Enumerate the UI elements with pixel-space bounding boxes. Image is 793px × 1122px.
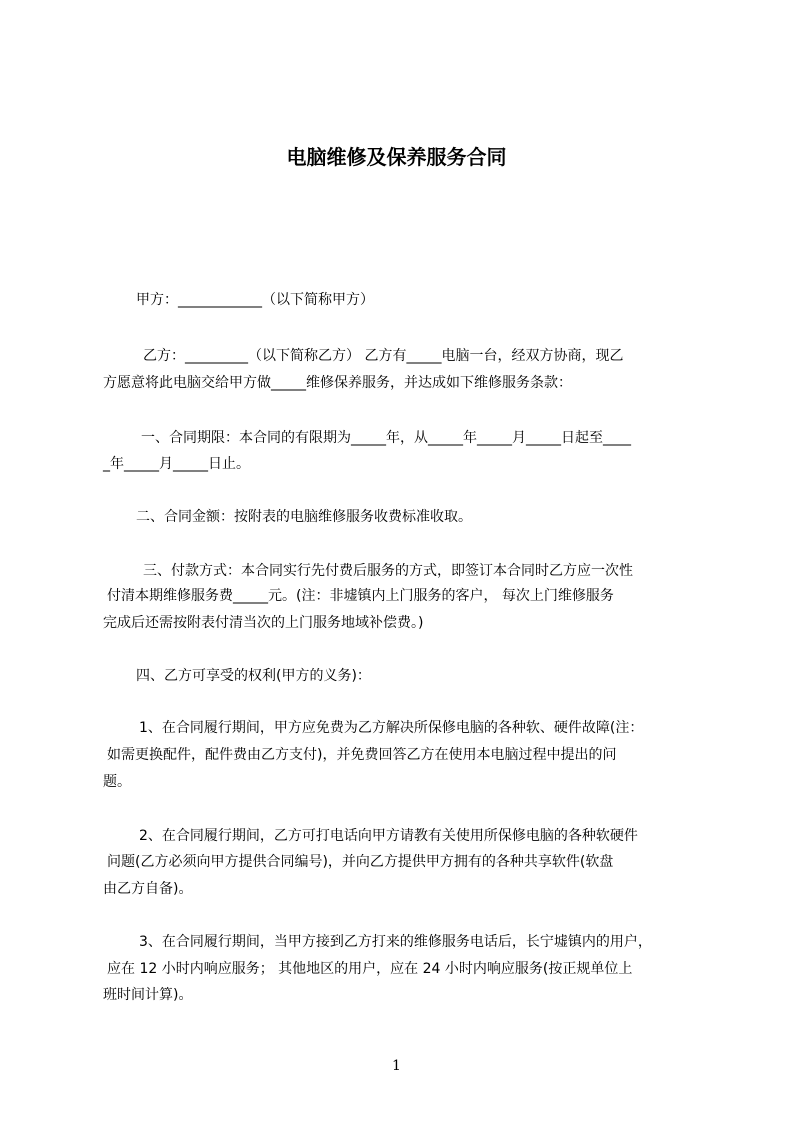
rights-item2-line-2: 问题(乙方必须向甲方提供合同编号)，并向乙方提供甲方拥有的各种共享软件(软盘 — [107, 854, 614, 870]
rights-item1-line-3: 题。 — [103, 774, 131, 790]
amount-line: 二、合同金额：按附表的电脑维修服务收费标准收取。 — [136, 509, 472, 525]
rights-item3-line-2: 应在 12 小时内响应服务； 其他地区的用户，应在 24 小时内响应服务(按正规单位上 — [107, 961, 633, 977]
rights-heading: 四、乙方可享受的权利(甲方的义务)： — [136, 668, 371, 684]
payment-line-1: 三、付款方式：本合同实行先付费后服务的方式，即签订本合同时乙方应一次性 — [143, 563, 633, 579]
rights-item1-line-2: 如需更换配件，配件费由乙方支付)，并免费回答乙方在使用本电脑过程中提出的问 — [107, 747, 617, 763]
document-title: 电脑维修及保养服务合同 — [286, 145, 507, 169]
party-a-line: 甲方：____________（以下简称甲方） — [136, 292, 374, 308]
party-b-line-1: 乙方：_________（以下简称乙方） 乙方有_____电脑一台，经双方协商，现乙 — [143, 348, 624, 364]
rights-item2-line-1: 2、在合同履行期间，乙方可打电话向甲方请教有关使用所保修电脑的各种软硬件 — [139, 828, 638, 844]
page-number: 1 — [392, 1058, 401, 1074]
rights-item2-line-3: 由乙方自备)。 — [103, 881, 193, 897]
term-line-1: 一、合同期限：本合同的有限期为_____年，从_____年_____月_____日起至____ — [141, 430, 631, 446]
rights-item3-line-1: 3、在合同履行期间，当甲方接到乙方打来的维修服务电话后，长宁墟镇内的用户， — [139, 934, 652, 950]
party-b-line-2: 方愿意将此电脑交给甲方做_____维修保养服务，并达成如下维修服务条款： — [103, 375, 572, 391]
rights-item1-line-1: 1、在合同履行期间，甲方应免费为乙方解决所保修电脑的各种软、硬件故障(注： — [139, 720, 644, 736]
term-line-2: _年_____月_____日止。 — [103, 456, 250, 472]
rights-item3-line-3: 班时间计算)。 — [103, 987, 193, 1003]
payment-line-2: 付清本期维修服务费_____元。(注：非墟镇内上门服务的客户， 每次上门维修服务 — [107, 588, 614, 604]
payment-line-3: 完成后还需按附表付清当次的上门服务地域补偿费。) — [103, 615, 424, 631]
